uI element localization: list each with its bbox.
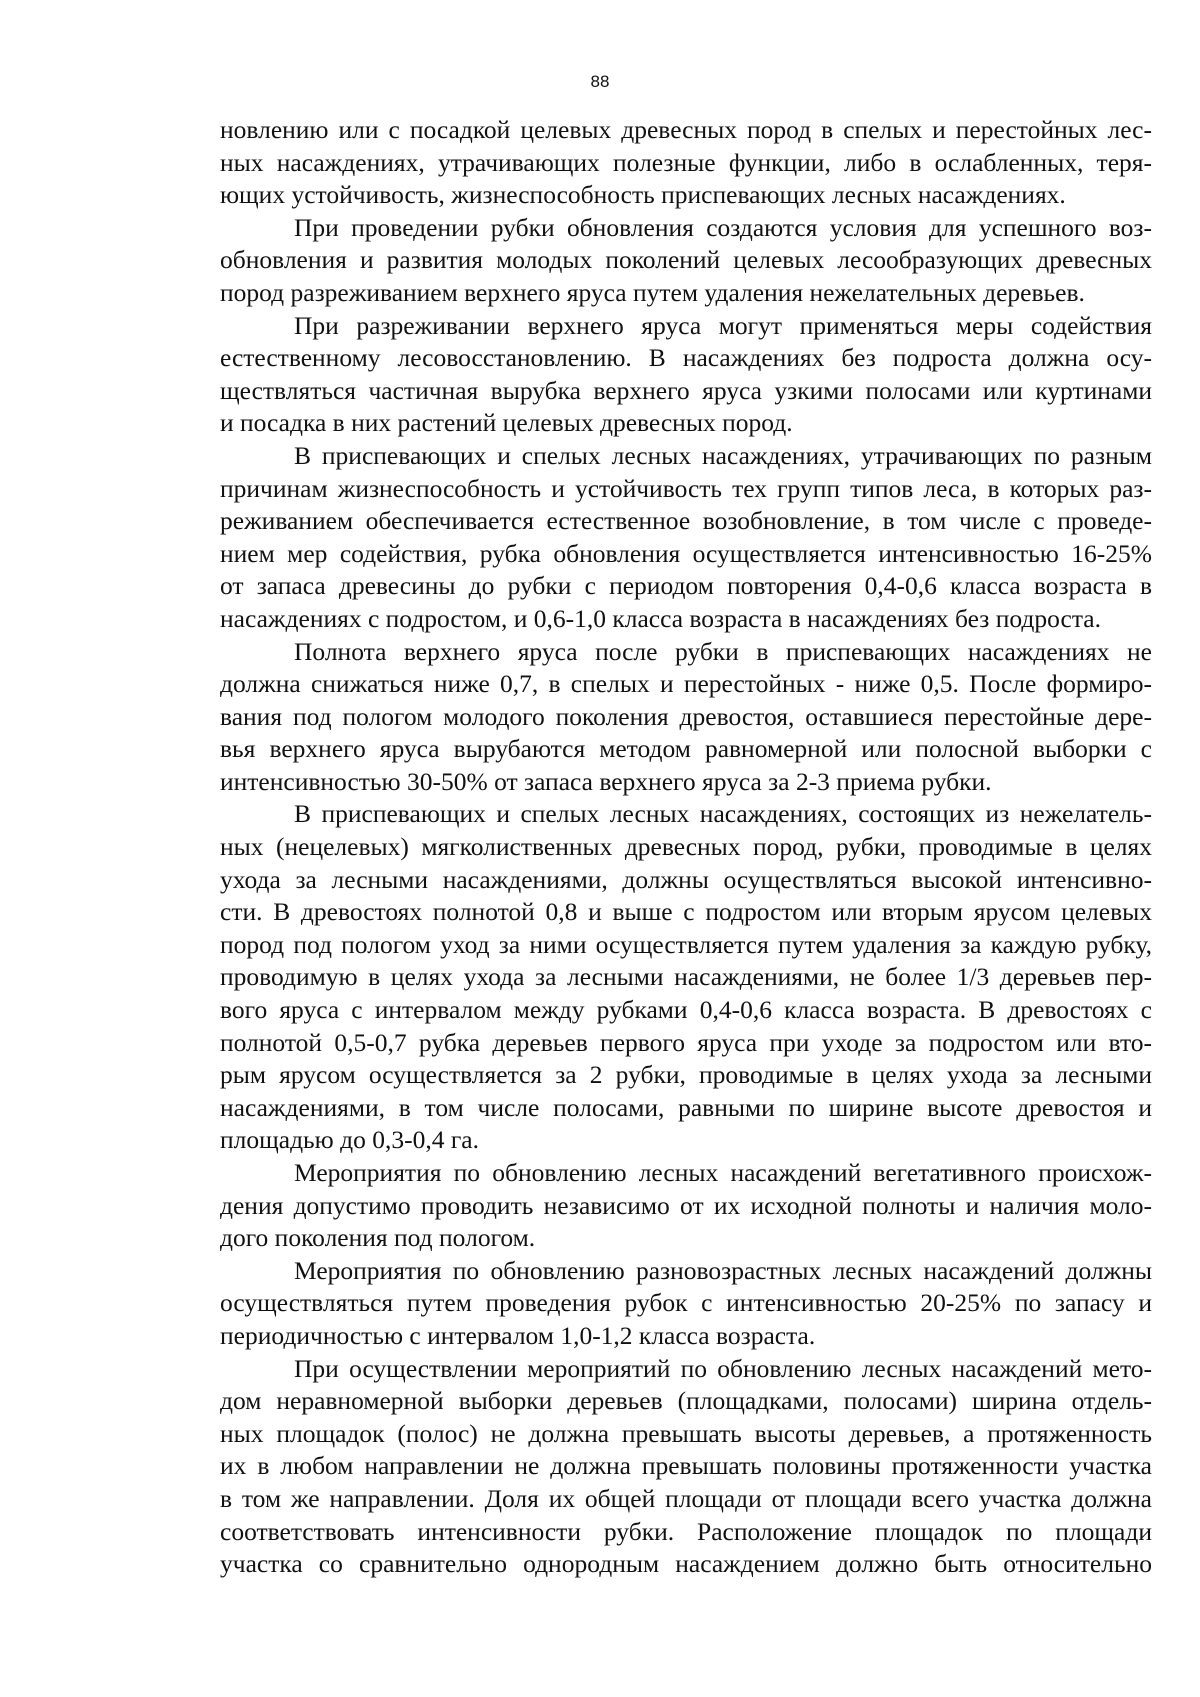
paragraph-4 [146, 440, 1152, 636]
text-line: В приспевающих и спелых лесных насаждениях, состоящих из нежелатель- [294, 799, 1152, 829]
text-line: новлению или с посадкой целевых древесных пород в спелых и перестойных лес- [220, 115, 1152, 144]
text-line: периодичностью с интервалом 1,0-1,2 класса возраста. [220, 1320, 816, 1350]
text-line: При разреживании верхнего яруса могут применяться меры содействия [294, 310, 1152, 340]
text-line: пород разреживанием верхнего яруса путем удаления нежелательных деревьев. [220, 277, 1085, 307]
text-line: должна снижаться ниже 0,7, в спелых и перестойных - ниже 0,5. После формиро- [220, 669, 1152, 699]
body-text [146, 114, 1152, 1581]
text-line: соответствовать интенсивности рубки. Расположение площадок по площади [220, 1516, 1152, 1546]
text-line: Мероприятия по обновлению разновозрастных лесных насаждений должны [294, 1255, 1152, 1285]
page-number: 88 [590, 72, 610, 91]
text-line: их в любом направлении не должна превышать половины протяженности участка [220, 1451, 1152, 1481]
text-line: от запаса древесины до рубки с периодом повторения 0,4-0,6 класса возраста в [220, 571, 1152, 601]
text-line: При проведении рубки обновления создаются условия для успешного воз- [294, 212, 1152, 242]
text-line: пород под пологом уход за ними осуществляется путем удаления за каждую рубку, [220, 929, 1152, 959]
text-line: сти. В древостоях полнотой 0,8 и выше с подростом или вторым ярусом целевых [220, 897, 1152, 927]
text-line: вания под пологом молодого поколения древостоя, оставшиеся перестойные дере- [220, 701, 1152, 731]
text-line: дения допустимо проводить независимо от их исходной полноты и наличия моло- [220, 1190, 1152, 1220]
text-line: участка со сравнительно однородным насаждением должно быть относительно [220, 1549, 1152, 1579]
text-line: осуществляться путем проведения рубок с интенсивностью 20-25% по запасу и [220, 1288, 1152, 1318]
paragraph-3 [146, 310, 1152, 440]
text-line: насаждениях с подростом, и 0,6-1,0 класса возраста в насаждениях без подроста. [220, 603, 1101, 633]
paragraph-1 [146, 114, 1152, 212]
text-line: реживанием обеспечивается естественное возобновление, в том числе с проведе- [220, 506, 1152, 536]
text-line: дом неравномерной выборки деревьев (площадками, полосами) ширина отдель- [220, 1386, 1152, 1416]
paragraph-2 [146, 212, 1152, 310]
text-line: и посадка в них растений целевых древесных пород. [220, 408, 793, 438]
text-line: ных (нецелевых) мягколиственных древесных пород, рубки, проводимые в целях [220, 832, 1152, 862]
paragraph-7 [146, 1157, 1152, 1255]
text-line: причинам жизнеспособность и устойчивость тех групп типов леса, в которых раз- [220, 473, 1152, 503]
text-line: ных насаждениях, утрачивающих полезные функции, либо в ослабленных, теря- [220, 147, 1152, 177]
text-line: ющих устойчивость, жизнеспособность приспевающих лесных насаждениях. [220, 180, 1066, 210]
text-line: вья верхнего яруса вырубаются методом равномерной или полосной выборки с [220, 734, 1152, 764]
text-line: дого поколения под пологом. [220, 1223, 536, 1253]
text-line: полнотой 0,5-0,7 рубка деревьев первого яруса при уходе за подростом или вто- [220, 1027, 1152, 1057]
text-line: Полнота верхнего яруса после рубки в приспевающих насаждениях не [294, 636, 1152, 666]
text-line: ухода за лесными насаждениями, должны осуществляться высокой интенсивно- [220, 864, 1152, 894]
paragraph-5 [146, 636, 1152, 799]
text-line: интенсивностью 30-50% от запаса верхнего яруса за 2-3 приема рубки. [220, 766, 992, 796]
text-line: В приспевающих и спелых лесных насаждениях, утрачивающих по разным [294, 440, 1152, 470]
text-line: ных площадок (полос) не должна превышать высоты деревьев, а протяженность [220, 1418, 1152, 1448]
text-line: ществляться частичная вырубка верхнего яруса узкими полосами или куртинами [220, 375, 1152, 405]
text-line: Мероприятия по обновлению лесных насаждений вегетативного происхож- [294, 1158, 1152, 1187]
text-line: нием мер содействия, рубка обновления осуществляется интенсивностью 16-25% [220, 538, 1152, 568]
paragraph-8 [146, 1255, 1152, 1353]
text-line: рым ярусом осуществляется за 2 рубки, проводимые в целях ухода за лесными [220, 1060, 1152, 1090]
text-line: естественному лесовосстановлению. В насаждениях без подроста должна осу- [220, 343, 1152, 373]
text-line: вого яруса с интервалом между рубками 0,4-0,6 класса возраста. В древостоях с [220, 995, 1152, 1025]
text-line: в том же направлении. Доля их общей площади от площади всего участка должна [220, 1483, 1152, 1513]
text-line: При осуществлении мероприятий по обновлению лесных насаждений мето- [294, 1353, 1152, 1383]
text-line: насаждениями, в том числе полосами, равными по ширине высоте древостоя и [220, 1092, 1152, 1122]
text-line: площадью до 0,3-0,4 га. [220, 1125, 479, 1155]
text-line: проводимую в целях ухода за лесными насаждениями, не более 1/3 деревьев пер- [220, 962, 1152, 992]
paragraph-6 [146, 798, 1152, 1157]
text-line: обновления и развития молодых поколений целевых лесообразующих древесных [220, 245, 1152, 275]
paragraph-9 [146, 1353, 1152, 1581]
